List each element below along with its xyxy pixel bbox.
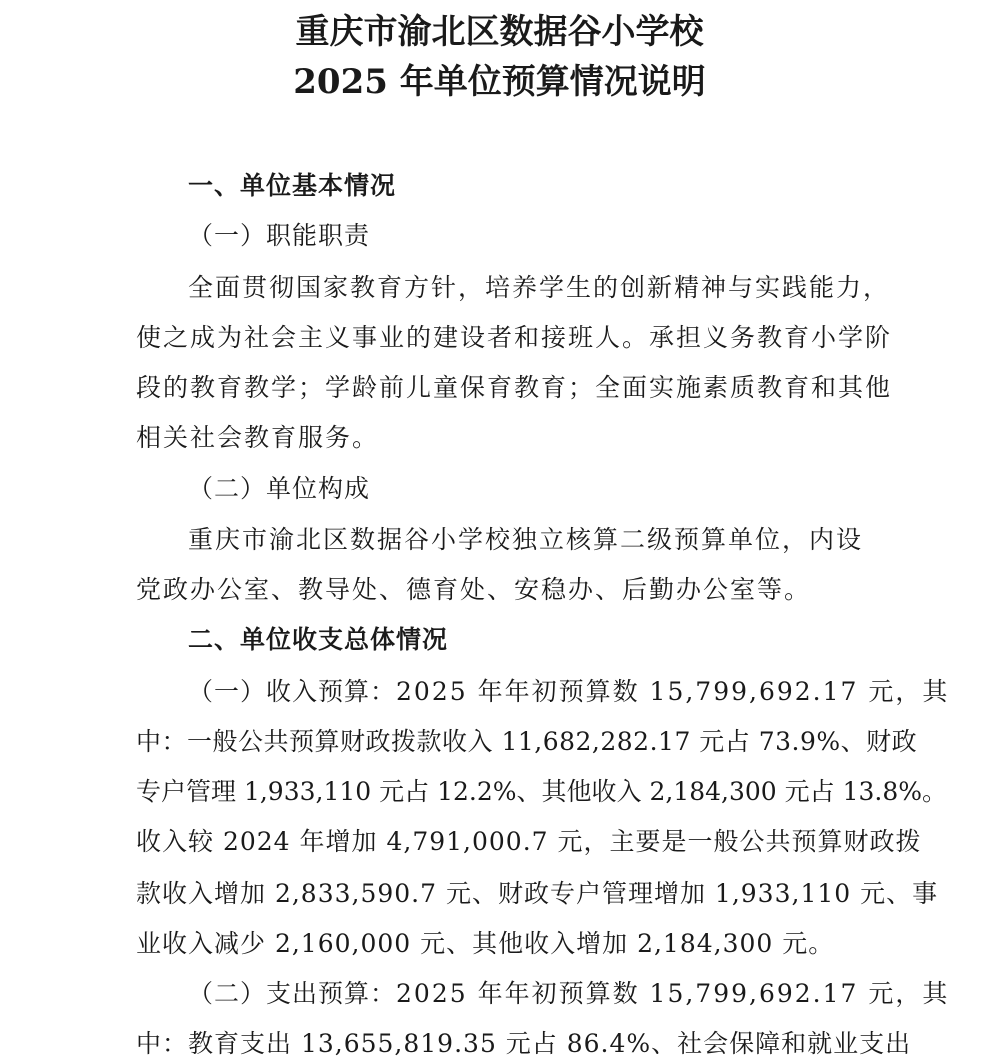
income-budget-label: （一）收入预算： — [188, 677, 397, 706]
paragraph-line: 党政办公室、教导处、德育处、安稳办、后勤办公室等。 — [136, 575, 812, 604]
paragraph-text: 2025 年年初预算数 15,799,692.17 元，其 — [396, 677, 950, 706]
paragraph-line: 业收入减少 2,160,000 元、其他收入增加 2,184,300 元。 — [136, 929, 835, 958]
paragraph-line: 收入较 2024 年增加 4,791,000.7 元，主要是一般公共预算财政拨 — [136, 827, 922, 856]
paragraph-line: 段的教育教学；学龄前儿童保育教育；全面实施素质教育和其他 — [136, 373, 893, 402]
paragraph-line: 中：教育支出 13,655,819.35 元占 86.4%、社会保障和就业支出 — [136, 1029, 912, 1058]
section-1-1-heading: （一）职能职责 — [188, 221, 371, 250]
paragraph-line: 重庆市渝北区数据谷小学校独立核算二级预算单位，内设 — [188, 525, 864, 554]
income-budget-line — [188, 676, 949, 708]
section-2-heading: 二、单位收支总体情况 — [188, 625, 449, 654]
section-1-2-heading: （二）单位构成 — [188, 474, 371, 503]
document-title-line-2: 2025 年单位预算情况说明 — [293, 62, 706, 102]
paragraph-line: 专户管理 1,933,110 元占 12.2%、其他收入 2,184,300 元占 13.8%。 — [136, 777, 947, 806]
paragraph-line: 使之成为社会主义事业的建设者和接班人。承担义务教育小学阶 — [136, 323, 893, 352]
paragraph-line: 款收入增加 2,833,590.7 元、财政专户管理增加 1,933,110 元、事 — [136, 879, 939, 908]
paragraph-text: 2025 年年初预算数 15,799,692.17 元，其 — [396, 979, 950, 1008]
paragraph-line: 全面贯彻国家教育方针，培养学生的创新精神与实践能力， — [188, 273, 891, 302]
expense-budget-line — [188, 978, 949, 1010]
document-title-line-1: 重庆市渝北区数据谷小学校 — [295, 12, 704, 52]
paragraph-line: 相关社会教育服务。 — [136, 423, 380, 452]
section-1-heading: 一、单位基本情况 — [188, 171, 397, 200]
paragraph-line: 中：一般公共预算财政拨款收入 11,682,282.17 元占 73.9%、财政 — [136, 727, 918, 756]
expense-budget-label: （二）支出预算： — [188, 979, 397, 1008]
